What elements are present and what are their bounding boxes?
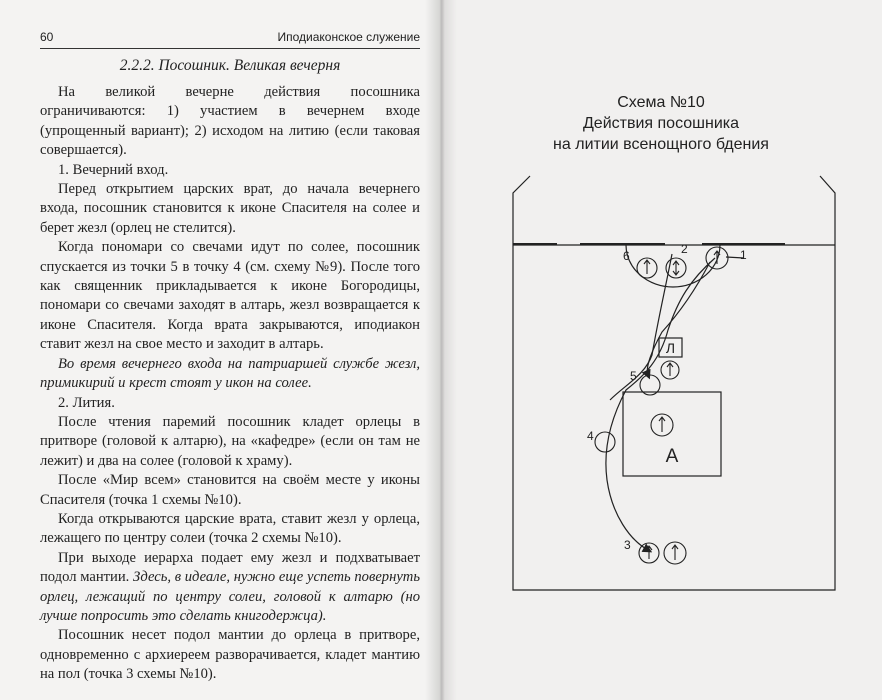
paragraph: После «Мир всем» становится на своём месте у иконы Спасителя (точка 1 схемы №10). [40,472,420,508]
position-circle [706,247,728,269]
right-page [440,0,882,700]
paragraph: Когда открываются царские врата, ставит жезл у орлеца, лежащего по центру солеи (точка 2 схемы №10). [40,510,420,547]
italic-paragraph: Во время вечернего входа на патриаршей службе жезл, примикирий и крест стоят у икон на солее. [40,355,420,392]
point-label-4: 4 [587,429,594,443]
point-label-5: 5 [630,369,637,383]
paragraph: 2. Лития. [58,394,115,411]
position-circle [637,258,657,278]
paragraph: На великой вечерне действия посошника ограничиваются: 1) участием в вечернем входе (упрощенный вариант); 2) исходом на литию (если таковая совершается). [40,84,420,159]
paragraph: После чтения паремий посошник кладет орлецы в притворе (головой к алтарю), на «кафедре» (если он там не лежит) и два на солее (головой к храму). [40,413,420,469]
scheme-title-line: Схема №10 [617,94,705,111]
scheme-diagram [440,0,882,700]
point-label-3: 3 [624,538,631,552]
page-number: 60 [40,30,54,44]
page-header [40,30,420,49]
mixed-paragraph [40,549,420,627]
scheme-title-line: Действия посошника [582,115,740,132]
church-outline [513,176,835,590]
point-label-6: 6 [623,249,630,263]
section-title: 2.2.2. Посошник. Великая вечерня [119,57,341,74]
position-circle [595,432,615,452]
position-circle [661,361,679,379]
position-circle [639,543,659,563]
book-gutter [425,0,457,700]
mixed-italic-text: Здесь, в идеале, нужно еще успеть повернуть орлец, лежащий по центру солеи, головой к алтарю (но лучше попросить это сделать книгодержца). [40,569,420,624]
mixed-normal-text: При выходе иерарха подает ему жезл и подхватывает подол мантии. [40,549,420,586]
label-lectern: Л [665,340,676,356]
position-circle [651,414,673,436]
running-head: Иподиаконское служение [277,30,420,44]
point-label-1: 1 [740,248,747,262]
paragraph: Посошник несет подол мантии до орлеца в притворе, одновременно с архиереем разворачивается, кладет мантию на пол (точка 3 схемы №10). [40,627,420,683]
paragraph: Перед открытием царских врат, до начала вечернего входа, посошник становится к иконе Спасителя на солее и берет жезл (орлец не стелится). [40,181,420,236]
body-text [40,83,420,685]
movement-path [606,258,715,550]
scheme-title-line: на литии всенощного бдения [553,136,769,153]
paragraph: Когда пономари со свечами идут по солее, посошник спускается из точки 5 в точку 4 (см. схему №9). После того как священник прикладывается к иконе Богородицы, пономари со свечами заходят в алтарь, жезл возвращается к иконе Спасителя. Когда врата закрываются, иподиакон ставит жезл на свое место и заходит в алтарь. [40,239,420,353]
position-circle [664,542,686,564]
point-label-2: 2 [681,242,688,256]
paragraph: 1. Вечерний вход. [58,161,169,178]
left-page [0,0,440,700]
label-altar: А [665,446,679,467]
